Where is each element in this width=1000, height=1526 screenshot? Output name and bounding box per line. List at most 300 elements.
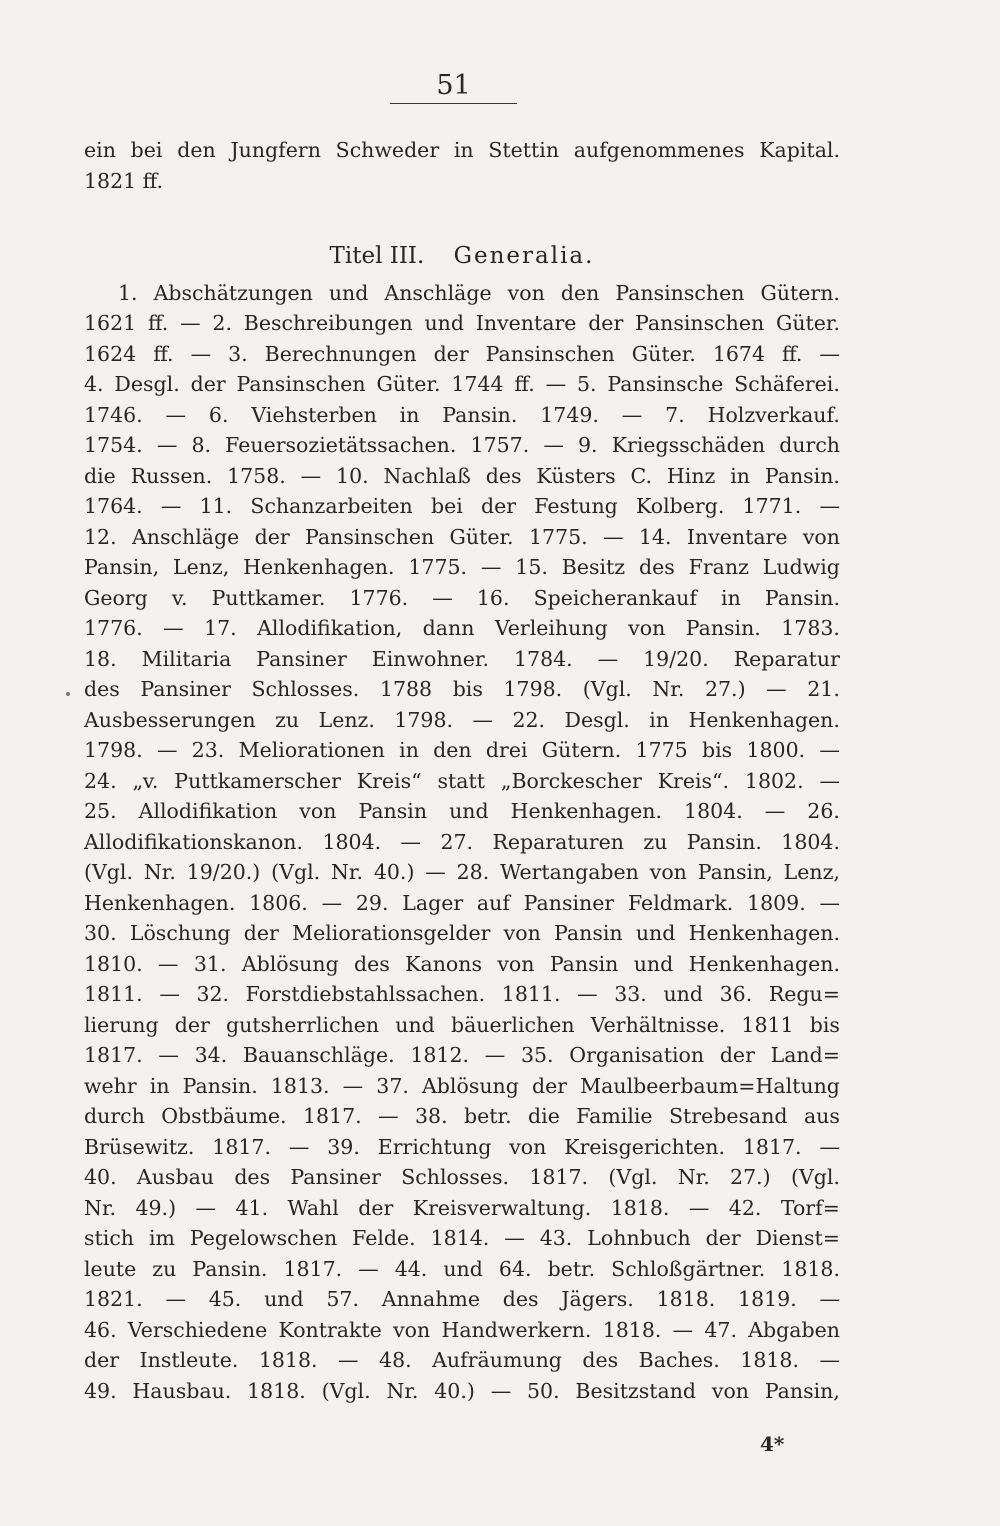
text-word: — (165, 402, 187, 427)
text-word: zu (152, 1256, 177, 1281)
text-word: Anschläge (384, 280, 492, 305)
text-word: des (638, 555, 675, 579)
text-word: der (705, 1226, 741, 1250)
text-word: — (342, 1073, 364, 1098)
text-word: 1757. (470, 433, 530, 457)
text-word: Meliorationen (238, 738, 385, 762)
text-word: 36. (719, 982, 753, 1006)
text-word: von (649, 860, 687, 884)
text-word: 1744 (451, 372, 504, 396)
text-line (84, 674, 840, 705)
text-word: Meliorationsgelder (292, 921, 491, 945)
text-word: Allodifikationskanon. (84, 829, 304, 854)
text-word: Küsters (536, 463, 616, 488)
text-word: Reparatur (733, 646, 840, 671)
text-word: — (338, 1348, 359, 1372)
text-word: 19/20.) (186, 860, 261, 884)
section-title (84, 241, 840, 272)
text-word: der (480, 494, 517, 518)
text-word: von (393, 1317, 431, 1342)
text-word: Hausbau. (132, 1378, 232, 1403)
text-word: Franz (688, 555, 749, 579)
text-word: bis (701, 738, 733, 762)
text-word: Pansin. (764, 585, 840, 610)
page-number: 51 (436, 70, 471, 101)
text-word: Güter. (449, 524, 514, 549)
text-word: Pansin. (686, 829, 762, 854)
text-word: Pansin (358, 799, 428, 823)
text-word: in (649, 707, 670, 732)
text-word: Feldmark. (627, 890, 734, 915)
text-word: 22. (512, 707, 546, 732)
text-word: 11. (199, 494, 233, 518)
text-line (84, 735, 840, 766)
text-word: Feuersozietätssachen. (225, 433, 457, 457)
text-word: stich (84, 1226, 134, 1250)
text-word: Ausbau (136, 1165, 214, 1189)
text-word: Pansinschen (485, 341, 615, 366)
text-word: Pansin, (697, 860, 773, 884)
text-word: 32. (196, 982, 230, 1006)
text-word: 1. (118, 280, 138, 305)
text-word: 23. (191, 738, 225, 762)
text-word: in (453, 138, 474, 162)
text-word: — (819, 738, 840, 762)
text-word: 47. (704, 1317, 737, 1342)
text-word: 57. (326, 1287, 359, 1311)
text-word: Ablösung (241, 951, 339, 976)
text-line (84, 888, 840, 919)
text-word: — (603, 524, 624, 549)
text-word: von (628, 616, 666, 640)
text-word: — (543, 433, 564, 457)
text-word: — (163, 616, 184, 640)
text-word: Pansinschen (635, 311, 765, 335)
text-word: den (177, 138, 216, 162)
text-word: — (425, 860, 446, 884)
text-line (84, 1071, 840, 1102)
text-word: 33. (614, 982, 647, 1006)
text-word: — (190, 341, 212, 366)
text-word: in (149, 1073, 170, 1098)
text-word: 1800. (746, 738, 806, 762)
text-word: Besitzstand (575, 1378, 697, 1403)
text-word: Wertangaben (500, 860, 639, 884)
text-word: Nr. (84, 1195, 117, 1220)
text-word: ff. (514, 372, 535, 396)
text-word: — (195, 1195, 217, 1220)
printer-signature-mark: 4* (760, 1432, 785, 1456)
text-word: C. (630, 463, 653, 488)
text-word: 1771. (742, 494, 802, 518)
text-line (84, 1315, 840, 1346)
text-word: 42. (728, 1195, 762, 1220)
text-word: — (180, 311, 201, 335)
text-word: Nr. (143, 860, 176, 884)
text-word: Henkenhagen. (688, 921, 840, 945)
text-word: 27. (440, 829, 474, 854)
text-word: betr. (547, 1256, 596, 1281)
text-word: — (300, 463, 322, 488)
text-word: 49.) (135, 1195, 177, 1220)
text-word: Puttkamerscher (174, 768, 341, 793)
text-word: und (264, 1287, 304, 1311)
text-word: Schanzarbeiten (250, 494, 413, 518)
text-word: Pansin, (764, 1378, 840, 1403)
text-word: — (577, 982, 598, 1006)
text-word: Viehsterben (251, 402, 377, 427)
text-word: Lohnbuch (587, 1226, 691, 1250)
text-line (84, 949, 840, 980)
text-word: Strebesand (668, 1104, 788, 1128)
text-word: der (719, 1043, 755, 1067)
text-word: aus (803, 1104, 840, 1128)
text-word: 1817. (302, 1104, 362, 1128)
text-word: (Vgl. (84, 860, 133, 884)
text-word: 1819. (738, 1287, 797, 1311)
text-word: des (354, 951, 390, 976)
text-line (84, 796, 840, 827)
text-word: Kontrakte (278, 1317, 382, 1342)
text-word: 1809. (747, 890, 806, 915)
text-word: 1784. (513, 646, 573, 671)
text-word: 12. (84, 524, 117, 549)
text-word: 5. (576, 372, 597, 396)
text-word: 40.) (434, 1378, 475, 1403)
text-word: Henkenhagen. (510, 799, 662, 823)
text-word: 1754. (84, 433, 143, 457)
text-word: 1674 (712, 341, 765, 366)
text-word: von (507, 280, 545, 305)
text-word: — (432, 585, 453, 610)
text-word: aufgenommenes (573, 138, 745, 162)
text-word: 1818. (781, 1256, 840, 1281)
text-word: und (663, 982, 703, 1006)
text-word: — (321, 890, 343, 915)
text-word: durch (84, 1104, 145, 1128)
text-line (84, 369, 840, 400)
text-line (84, 1010, 840, 1041)
text-word: 38. (415, 1104, 448, 1128)
text-line (84, 1193, 840, 1224)
text-word: 1775. (528, 524, 588, 549)
text-word: Abschätzungen (153, 280, 313, 305)
text-word: Baches. (638, 1348, 720, 1372)
text-line (84, 705, 840, 736)
text-word: 1818. (656, 1287, 716, 1311)
text-word: 19/20. (643, 646, 709, 671)
text-word: 17. (204, 616, 237, 640)
text-word: Georg (84, 585, 148, 610)
text-word: in (721, 585, 741, 610)
text-word: Pansinschen (305, 524, 435, 549)
text-word: Errichtung (377, 1134, 492, 1159)
text-word: — (672, 1317, 694, 1342)
text-word: 2. (212, 311, 232, 335)
text-word: der (531, 1073, 568, 1098)
text-line (84, 135, 840, 166)
text-line: 1821 ff. (84, 168, 164, 193)
text-word: 1810. (84, 951, 143, 976)
text-word: (Vgl. (321, 1378, 371, 1403)
text-word: 24. (84, 768, 117, 793)
text-word: 64. (498, 1256, 532, 1281)
text-word: Obstbäume. (161, 1104, 287, 1128)
text-word: 10. (336, 463, 369, 488)
text-word: 1817. (529, 1165, 589, 1189)
text-word: 37. (376, 1073, 409, 1098)
text-word: 31. (193, 951, 227, 976)
text-word: ff. (782, 341, 803, 366)
text-word: Lager (402, 890, 464, 915)
text-word: Festung (534, 494, 618, 518)
text-word: 1764. (84, 494, 143, 518)
text-word: zu (643, 829, 668, 854)
text-word: 1758. (227, 463, 286, 488)
text-word: von (299, 799, 337, 823)
text-word: 1746. (84, 402, 143, 427)
text-word: 3. (228, 341, 248, 366)
text-line (84, 278, 840, 309)
text-word: 29. (355, 890, 389, 915)
text-word: Henkenhagen. (243, 555, 395, 579)
text-word: Militaria (141, 646, 232, 671)
text-word: der (254, 524, 290, 549)
text-line (84, 1132, 840, 1163)
text-word: 1798. (503, 677, 563, 701)
text-word: — (766, 677, 787, 701)
text-word: Pansin. (442, 402, 518, 427)
text-line (84, 1223, 840, 1254)
text-word: und (328, 280, 369, 305)
text-word: Kreisverwaltung. (412, 1195, 592, 1220)
text-word: 48. (379, 1348, 412, 1372)
text-word: den (433, 738, 472, 762)
text-word: Verhältnisse. (590, 1012, 726, 1037)
text-word: und (635, 921, 676, 945)
text-word: Handwerkern. (441, 1317, 592, 1342)
text-word: Puttkamer. (211, 585, 326, 610)
text-line (84, 1254, 840, 1285)
text-line (84, 1376, 840, 1407)
text-word: von (509, 1134, 547, 1159)
text-line (84, 766, 840, 797)
text-word: 14. (638, 524, 672, 549)
text-word: Kanons (405, 951, 482, 976)
text-word: Pegelowschen (189, 1226, 338, 1250)
text-word: — (819, 1348, 840, 1372)
text-word: Organisation (569, 1043, 705, 1067)
page-number-rule (390, 103, 517, 104)
text-word: Schlosses. (251, 677, 360, 701)
text-word: 1776. (84, 616, 143, 640)
text-word: Berechnungen (264, 341, 417, 366)
text-word: 8. (191, 433, 212, 457)
text-word: 1804. (322, 829, 382, 854)
text-word: 39. (327, 1134, 360, 1159)
text-word: Pansiner (140, 677, 231, 701)
text-word: 16. (476, 585, 510, 610)
text-word: 27.) (730, 1165, 771, 1189)
text-word: gutsherrlichen (225, 1012, 380, 1037)
text-word: Gütern. (760, 280, 840, 305)
text-line (84, 430, 840, 461)
text-word: Kreis“ (356, 768, 422, 793)
text-line (84, 1040, 840, 1071)
text-word: 26. (807, 799, 840, 823)
text-word: — (490, 1378, 512, 1403)
text-word: 46. (84, 1317, 117, 1342)
text-word: 44. (394, 1256, 428, 1281)
text-word: Pansin (554, 921, 623, 945)
text-line (84, 400, 840, 431)
text-word: — (156, 738, 178, 762)
text-word: — (472, 707, 493, 732)
text-word: Kriegsschäden (611, 433, 766, 457)
text-word: 1788 (379, 677, 433, 701)
text-line (84, 918, 840, 949)
text-word: Regu= (768, 982, 840, 1006)
text-word: 41. (235, 1195, 269, 1220)
text-word: 1776. (349, 585, 409, 610)
text-word: 1817. (84, 1043, 143, 1067)
text-word: der (84, 1348, 120, 1372)
text-word: Pansinschen (236, 372, 366, 396)
text-word: (Vgl. (790, 1165, 840, 1189)
text-word: 34. (194, 1043, 228, 1067)
text-word: Stettin (488, 138, 560, 162)
text-word: (Vgl. (271, 860, 321, 884)
text-word: Russen. (130, 463, 213, 488)
text-word: Kolberg. (635, 494, 725, 518)
text-word: Henkenhagen. (688, 951, 840, 976)
text-word: 40. (84, 1165, 117, 1189)
text-word: — (545, 372, 567, 396)
text-word: Gütern. (541, 738, 622, 762)
text-word: bei (130, 138, 163, 162)
text-word: Kreisgerichten. (564, 1134, 725, 1159)
text-word: Pansiner (290, 1165, 381, 1189)
text-word: Ludwig (762, 555, 840, 579)
text-line (84, 583, 840, 614)
text-word: (Vgl. (608, 1165, 658, 1189)
text-word: (Vgl. (582, 677, 632, 701)
text-word: 1817. (742, 1134, 802, 1159)
text-word: zu (275, 707, 300, 732)
text-word: 6. (208, 402, 229, 427)
text-word: Forstdiebstahlssachen. (245, 982, 486, 1006)
text-word: Henkenhagen. (84, 890, 236, 915)
text-word: des (485, 463, 522, 488)
text-line (84, 1162, 840, 1193)
text-word: 45. (208, 1287, 242, 1311)
text-word: im (148, 1226, 175, 1250)
margin-speck (66, 692, 70, 696)
text-word: 1814. (430, 1226, 490, 1250)
text-word: des (234, 1165, 271, 1189)
text-word: 21. (807, 677, 840, 701)
text-word: Güter. (775, 311, 840, 335)
text-word: — (484, 1043, 506, 1067)
text-word: 18. (84, 646, 117, 671)
text-word: von (711, 1378, 749, 1403)
text-word: — (165, 1287, 186, 1311)
text-word: 7. (665, 402, 685, 427)
text-word: — (480, 555, 502, 579)
text-word: Pansin. (182, 1073, 258, 1098)
text-word: und (443, 1256, 483, 1281)
text-word: — (819, 1287, 840, 1311)
text-word: Schloßgärtner. (611, 1256, 766, 1281)
text-word: 1798. (394, 707, 453, 732)
text-word: Pansin. (764, 463, 840, 488)
text-word: der (243, 921, 279, 945)
text-word: 40.) (373, 860, 415, 884)
text-word: 1817. (212, 1134, 271, 1159)
text-word: v. (171, 585, 188, 610)
text-line (84, 979, 840, 1010)
text-word: in (730, 463, 750, 488)
body-paragraph (84, 278, 840, 1407)
text-word: statt (437, 768, 485, 793)
text-word: — (288, 1134, 310, 1159)
text-word: des (582, 1348, 619, 1372)
text-word: Anschläge (131, 524, 240, 549)
text-word: — (597, 646, 619, 671)
text-word: von (497, 951, 535, 976)
text-word: — (358, 1256, 379, 1281)
text-word: Pansinsche (607, 372, 724, 396)
text-word: Pansin, (84, 555, 160, 579)
text-line (84, 1345, 840, 1376)
text-word: — (400, 829, 422, 854)
text-word: Pansiner (256, 646, 347, 671)
text-word: 1804. (781, 829, 840, 854)
text-word: 15. (515, 555, 548, 579)
text-word: Schweder (335, 138, 440, 162)
text-word: Holzverkauf. (707, 402, 840, 427)
text-line (84, 1284, 840, 1315)
text-word: Lenz, (172, 555, 230, 579)
text-word: 35. (520, 1043, 554, 1067)
text-word: — (688, 1195, 710, 1220)
text-word: 49. (84, 1378, 117, 1403)
text-line (84, 308, 840, 339)
text-word: 1811. (84, 982, 143, 1006)
text-word: 50. (527, 1378, 560, 1403)
text-word: Pansin (549, 951, 619, 976)
text-word: 43. (539, 1226, 573, 1250)
section-title-prefix: Titel III. (329, 243, 425, 269)
text-word: „v. (132, 768, 159, 793)
text-word: der (190, 372, 226, 396)
text-word: Speicherankauf (533, 585, 697, 610)
text-word: Kreis“. (657, 768, 730, 793)
text-word: Schäferei. (734, 372, 840, 396)
text-word: Pansinschen (615, 280, 745, 305)
text-word: Schlosses. (401, 1165, 510, 1189)
text-word: 1775 (635, 738, 688, 762)
text-line (84, 461, 840, 492)
text-word: Verschiedene (127, 1317, 268, 1342)
text-word: Verleihung (494, 616, 608, 640)
text-line (84, 1101, 840, 1132)
text-block (84, 135, 840, 1406)
text-word: 1775. (408, 555, 468, 579)
text-word: ff. (153, 341, 174, 366)
text-line (84, 552, 840, 583)
text-word: 1818. (258, 1348, 318, 1372)
